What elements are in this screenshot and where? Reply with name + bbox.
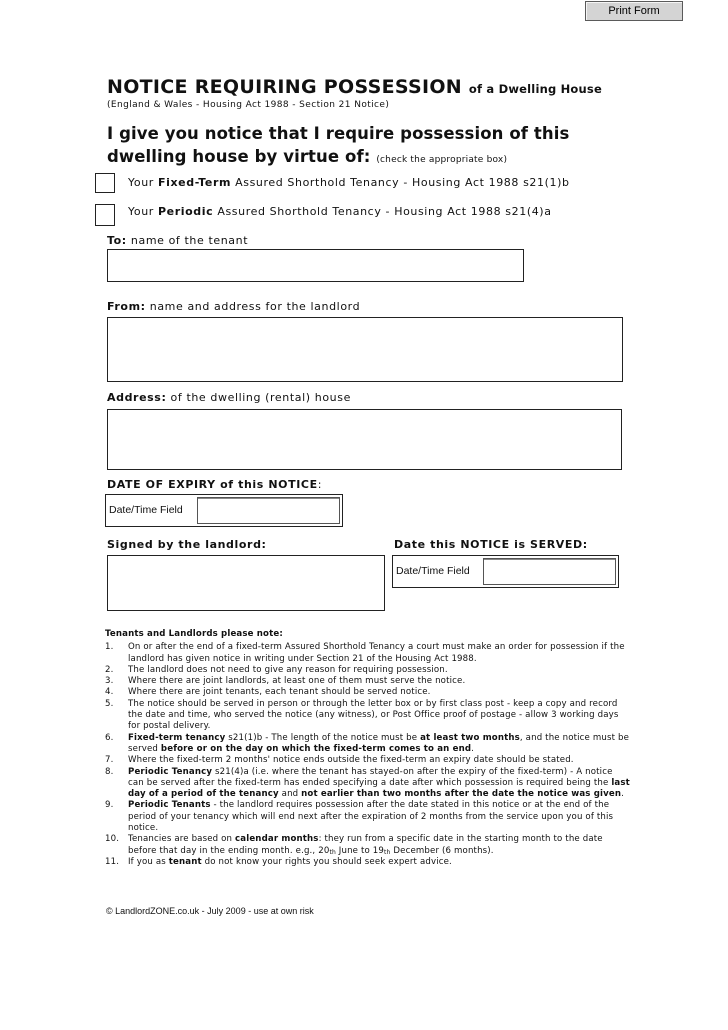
note-text: December (6 months). <box>390 845 494 856</box>
note-text: Fixed-term tenancy <box>128 732 226 743</box>
option-prefix: Your <box>128 176 158 189</box>
note-text: The landlord does not need to give any reason for requiring possession. <box>128 664 448 675</box>
note-text: calendar months <box>235 834 319 845</box>
title-suffix: of a Dwelling House <box>468 82 602 96</box>
intro-line-1: I give you notice that I require possession of this <box>107 124 570 143</box>
note-text: June to 19 <box>335 845 385 856</box>
note-number: 5. <box>105 698 114 709</box>
notes-list <box>105 642 630 868</box>
note-text: tenant <box>168 856 202 867</box>
served-date-label: Date/Time Field <box>396 565 470 577</box>
note-text: before or on the day on which the fixed-term comes to an end <box>160 743 472 754</box>
to-label <box>107 234 248 247</box>
intro-line-2-text: dwelling house by virtue of: <box>107 147 371 166</box>
note-text: Where the fixed-term 2 months' notice ends outside the fixed-term an expiry date should be stated. <box>128 755 574 766</box>
note-text: . <box>471 743 475 754</box>
note-number: 1. <box>105 642 114 653</box>
note-text: at least two months <box>420 732 520 743</box>
note-text: On or after the end of a fixed-term Assured Shorthold Tenancy a court must make an order for possession if the landlord has given notice in writing under Section 21 of the Housing Act 1988. <box>128 642 625 664</box>
intro-hint: (check the appropriate box) <box>376 155 508 165</box>
note-text: th <box>329 848 336 856</box>
note-text: Tenancies are based on <box>128 834 236 845</box>
note-text: Periodic Tenancy <box>128 766 213 777</box>
served-label <box>394 538 588 551</box>
note-item <box>105 800 630 834</box>
note-text: s21(4)a (i.e. where the tenant has stayed-on after the expiry of the fixed-term) - A notice can be served after the fixed-term has ended specifying a date after which possession is required being the <box>128 766 613 788</box>
expiry-date-label: Date/Time Field <box>109 504 183 516</box>
option-rest: Assured Shorthold Tenancy - Housing Act 1988 s21(4)a <box>213 205 552 218</box>
option-rest: Assured Shorthold Tenancy - Housing Act 1988 s21(1)b <box>231 176 570 189</box>
print-form-button[interactable]: Print Form <box>585 1 683 21</box>
fixed-term-checkbox[interactable] <box>95 173 115 193</box>
periodic-checkbox[interactable] <box>95 204 115 226</box>
note-number: 9. <box>105 800 114 811</box>
note-item <box>105 642 630 665</box>
expiry-date-box <box>105 494 343 527</box>
expiry-date-input[interactable] <box>197 497 340 524</box>
to-label-bold: To: <box>107 234 127 247</box>
notes-heading: Tenants and Landlords please note: <box>105 629 283 639</box>
note-item <box>105 767 630 801</box>
page-title <box>107 76 602 98</box>
from-label <box>107 300 360 313</box>
intro-heading <box>107 122 569 172</box>
title-main: NOTICE REQUIRING POSSESSION <box>107 76 462 98</box>
note-item <box>105 676 630 687</box>
note-text: th <box>384 848 391 856</box>
note-text: , and the notice must be served <box>128 732 630 754</box>
note-text: last day of a period of the tenancy <box>128 777 630 800</box>
note-item <box>105 857 630 868</box>
option-bold: Periodic <box>157 205 214 218</box>
option-fixed-term-label <box>128 176 570 189</box>
from-label-rest: name and address for the landlord <box>145 300 361 313</box>
page-subtitle: (England & Wales - Housing Act 1988 - Section 21 Notice) <box>107 100 390 110</box>
copyright-notice: © LandlordZONE.co.uk - July 2009 - use at own risk <box>106 906 314 916</box>
note-text: Where there are joint tenants, each tenant should be served notice. <box>128 687 431 698</box>
dwelling-address-field[interactable] <box>107 409 622 470</box>
signed-label-bold: Signed by the landlord: <box>107 538 267 551</box>
expiry-label-bold: DATE OF EXPIRY of this NOTICE <box>107 478 318 491</box>
served-date-input[interactable] <box>483 558 616 585</box>
note-number: 8. <box>105 766 114 777</box>
note-number: 7. <box>105 755 114 766</box>
note-number: 2. <box>105 664 114 675</box>
note-text: Periodic Tenants <box>128 800 211 811</box>
note-item <box>105 687 630 698</box>
landlord-signature-field[interactable] <box>107 555 385 611</box>
note-item <box>105 665 630 676</box>
note-text: s21(1)b - The length of the notice must be <box>225 732 421 743</box>
from-label-bold: From: <box>107 300 146 313</box>
to-label-rest: name of the tenant <box>126 234 249 247</box>
option-bold: Fixed-Term <box>157 176 232 189</box>
note-text: . <box>621 789 624 800</box>
note-text: and <box>278 789 302 800</box>
served-date-box <box>392 555 619 588</box>
note-text: : they run from a specific date in the starting month to the date before that day in the ending month. e.g., 20 <box>128 834 603 856</box>
note-number: 11. <box>105 856 120 867</box>
note-number: 3. <box>105 676 114 687</box>
note-item <box>105 699 630 733</box>
note-number: 6. <box>105 732 114 743</box>
note-item <box>105 834 630 857</box>
note-text: Where there are joint landlords, at least one of them must serve the notice. <box>128 676 466 687</box>
note-item <box>105 733 630 756</box>
tenant-name-field[interactable] <box>107 249 524 282</box>
option-prefix: Your <box>128 205 158 218</box>
signed-label <box>107 538 267 551</box>
note-number: 10. <box>105 834 120 845</box>
address-label <box>107 391 351 404</box>
note-item <box>105 755 630 766</box>
note-text: do not know your rights you should seek expert advice. <box>201 856 452 867</box>
landlord-name-address-field[interactable] <box>107 317 623 382</box>
notes-section <box>105 629 630 868</box>
expiry-label-rest: : <box>317 478 323 491</box>
note-text: If you as <box>128 856 169 867</box>
expiry-label <box>107 478 322 491</box>
option-periodic-label <box>128 205 552 218</box>
address-label-rest: of the dwelling (rental) house <box>166 391 351 404</box>
note-text: The notice should be served in person or through the letter box or by first class post - keep a copy and record the date and time, who served the notice (any witness), or Post Office proof of postage - allow 3 working days for postal delivery. <box>128 698 619 732</box>
served-label-bold: Date this NOTICE is SERVED: <box>394 538 588 551</box>
note-text: - the landlord requires possession after the date stated in this notice or at the end of the period of your tenancy which will end next after the expiration of 2 months from the service upon you of this notice. <box>128 800 614 834</box>
note-number: 4. <box>105 687 114 698</box>
note-text: not earlier than two months after the date the notice was given <box>301 789 622 800</box>
address-label-bold: Address: <box>107 391 167 404</box>
intro-line-2 <box>107 145 569 172</box>
